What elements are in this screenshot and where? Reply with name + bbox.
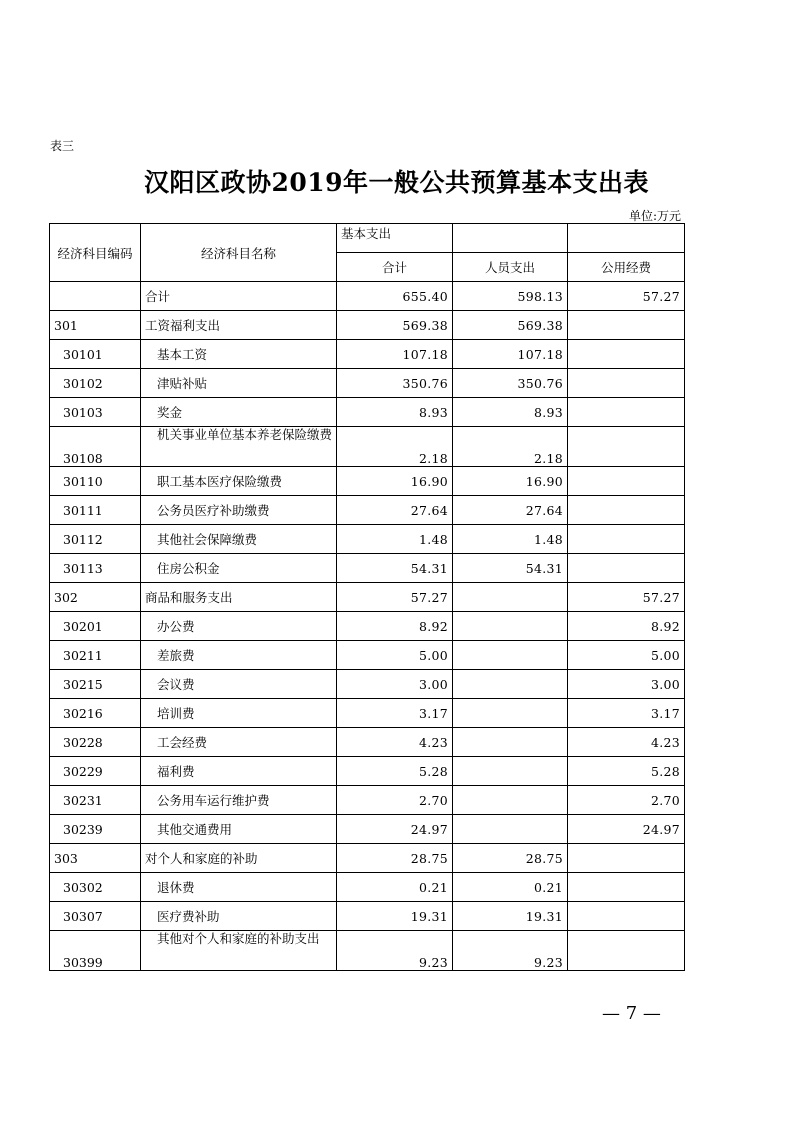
cell-public [568, 554, 685, 583]
cell-code: 30201 [50, 612, 141, 641]
cell-public: 3.17 [568, 699, 685, 728]
table-row [50, 282, 685, 311]
cell-name: 合计 [141, 282, 337, 311]
cell-code: 30101 [50, 340, 141, 369]
cell-name: 会议费 [141, 670, 337, 699]
cell-name: 办公费 [141, 612, 337, 641]
cell-total: 107.18 [337, 340, 453, 369]
table-row [50, 931, 685, 971]
cell-public [568, 311, 685, 340]
cell-public [568, 467, 685, 496]
cell-public: 5.00 [568, 641, 685, 670]
cell-name: 津贴补贴 [141, 369, 337, 398]
table-row [50, 427, 685, 467]
cell-total: 0.21 [337, 873, 453, 902]
cell-name: 公务员医疗补助缴费 [141, 496, 337, 525]
cell-total: 1.48 [337, 525, 453, 554]
table-row [50, 873, 685, 902]
cell-personnel: 350.76 [453, 369, 568, 398]
header-name: 经济科目名称 [141, 224, 337, 282]
cell-total: 2.18 [337, 427, 453, 467]
cell-name: 退休费 [141, 873, 337, 902]
cell-total: 27.64 [337, 496, 453, 525]
cell-public: 5.28 [568, 757, 685, 786]
cell-name: 工资福利支出 [141, 311, 337, 340]
table-row [50, 844, 685, 873]
cell-total: 8.93 [337, 398, 453, 427]
table-row [50, 902, 685, 931]
cell-code: 303 [50, 844, 141, 873]
cell-code: 30228 [50, 728, 141, 757]
table-row [50, 583, 685, 612]
header-code: 经济科目编码 [50, 224, 141, 282]
unit-label: 单位:万元 [628, 209, 681, 223]
cell-code: 30102 [50, 369, 141, 398]
cell-name: 商品和服务支出 [141, 583, 337, 612]
cell-name: 其他社会保障缴费 [141, 525, 337, 554]
cell-name: 培训费 [141, 699, 337, 728]
cell-public [568, 931, 685, 971]
table-row [50, 699, 685, 728]
cell-public: 8.92 [568, 612, 685, 641]
cell-code: 30239 [50, 815, 141, 844]
cell-name: 其他交通费用 [141, 815, 337, 844]
table-body [50, 282, 685, 971]
cell-public: 57.27 [568, 282, 685, 311]
cell-code: 30302 [50, 873, 141, 902]
cell-public: 2.70 [568, 786, 685, 815]
table-row [50, 467, 685, 496]
cell-public [568, 496, 685, 525]
cell-name: 机关事业单位基本养老保险缴费 [141, 427, 337, 467]
cell-personnel [453, 670, 568, 699]
header-empty-1 [453, 224, 568, 253]
cell-personnel: 2.18 [453, 427, 568, 467]
cell-code: 30112 [50, 525, 141, 554]
table-row [50, 786, 685, 815]
cell-personnel: 16.90 [453, 467, 568, 496]
cell-public [568, 902, 685, 931]
table-row [50, 525, 685, 554]
cell-code: 30103 [50, 398, 141, 427]
cell-public [568, 398, 685, 427]
cell-total: 54.31 [337, 554, 453, 583]
budget-table [49, 223, 685, 971]
cell-personnel: 0.21 [453, 873, 568, 902]
header-empty-2 [568, 224, 685, 253]
cell-code: 30211 [50, 641, 141, 670]
table-row [50, 496, 685, 525]
cell-personnel [453, 612, 568, 641]
cell-personnel: 598.13 [453, 282, 568, 311]
cell-personnel: 9.23 [453, 931, 568, 971]
cell-personnel: 569.38 [453, 311, 568, 340]
cell-name: 福利费 [141, 757, 337, 786]
cell-public [568, 844, 685, 873]
cell-total: 5.28 [337, 757, 453, 786]
cell-name: 基本工资 [141, 340, 337, 369]
cell-total: 24.97 [337, 815, 453, 844]
cell-total: 57.27 [337, 583, 453, 612]
table-row [50, 757, 685, 786]
cell-code: 30307 [50, 902, 141, 931]
table-row [50, 670, 685, 699]
cell-personnel [453, 641, 568, 670]
cell-personnel [453, 699, 568, 728]
cell-public: 24.97 [568, 815, 685, 844]
cell-total: 350.76 [337, 369, 453, 398]
table-row [50, 369, 685, 398]
cell-public [568, 369, 685, 398]
cell-personnel [453, 757, 568, 786]
cell-name: 其他对个人和家庭的补助支出 [141, 931, 337, 971]
cell-total: 569.38 [337, 311, 453, 340]
cell-personnel: 28.75 [453, 844, 568, 873]
cell-name: 对个人和家庭的补助 [141, 844, 337, 873]
cell-total: 28.75 [337, 844, 453, 873]
cell-total: 3.00 [337, 670, 453, 699]
cell-personnel: 1.48 [453, 525, 568, 554]
cell-personnel: 19.31 [453, 902, 568, 931]
table-row [50, 554, 685, 583]
header-public: 公用经费 [568, 253, 685, 282]
cell-name: 住房公积金 [141, 554, 337, 583]
header-row-1 [50, 224, 685, 253]
cell-personnel [453, 786, 568, 815]
table-row [50, 340, 685, 369]
cell-name: 奖金 [141, 398, 337, 427]
cell-code: 30108 [50, 427, 141, 467]
header-basic: 基本支出 [337, 224, 453, 253]
cell-name: 公务用车运行维护费 [141, 786, 337, 815]
cell-public: 4.23 [568, 728, 685, 757]
cell-total: 8.92 [337, 612, 453, 641]
page-title: 汉阳区政协2019年一般公共预算基本支出表 [143, 168, 650, 197]
cell-name: 职工基本医疗保险缴费 [141, 467, 337, 496]
cell-total: 4.23 [337, 728, 453, 757]
cell-code: 30113 [50, 554, 141, 583]
table-row [50, 815, 685, 844]
table-row [50, 612, 685, 641]
header-personnel: 人员支出 [453, 253, 568, 282]
cell-personnel [453, 728, 568, 757]
table-row [50, 641, 685, 670]
cell-total: 2.70 [337, 786, 453, 815]
cell-name: 医疗费补助 [141, 902, 337, 931]
cell-code: 301 [50, 311, 141, 340]
cell-public [568, 873, 685, 902]
cell-name: 差旅费 [141, 641, 337, 670]
table-row [50, 311, 685, 340]
cell-total: 19.31 [337, 902, 453, 931]
cell-personnel: 8.93 [453, 398, 568, 427]
header-total: 合计 [337, 253, 453, 282]
cell-code [50, 282, 141, 311]
cell-total: 5.00 [337, 641, 453, 670]
cell-personnel [453, 815, 568, 844]
cell-personnel: 107.18 [453, 340, 568, 369]
cell-code: 30215 [50, 670, 141, 699]
cell-total: 16.90 [337, 467, 453, 496]
cell-public: 57.27 [568, 583, 685, 612]
cell-code: 30110 [50, 467, 141, 496]
cell-code: 30231 [50, 786, 141, 815]
cell-code: 30111 [50, 496, 141, 525]
cell-personnel: 54.31 [453, 554, 568, 583]
cell-code: 30216 [50, 699, 141, 728]
table-row [50, 398, 685, 427]
cell-total: 655.40 [337, 282, 453, 311]
cell-total: 9.23 [337, 931, 453, 971]
page-number: — 7 — [602, 1003, 661, 1024]
cell-name: 工会经费 [141, 728, 337, 757]
cell-public [568, 525, 685, 554]
cell-public [568, 340, 685, 369]
table-row [50, 728, 685, 757]
cell-public [568, 427, 685, 467]
cell-public: 3.00 [568, 670, 685, 699]
cell-code: 30229 [50, 757, 141, 786]
cell-total: 3.17 [337, 699, 453, 728]
cell-personnel: 27.64 [453, 496, 568, 525]
cell-personnel [453, 583, 568, 612]
cell-code: 302 [50, 583, 141, 612]
cell-code: 30399 [50, 931, 141, 971]
table-label: 表三 [50, 139, 75, 153]
